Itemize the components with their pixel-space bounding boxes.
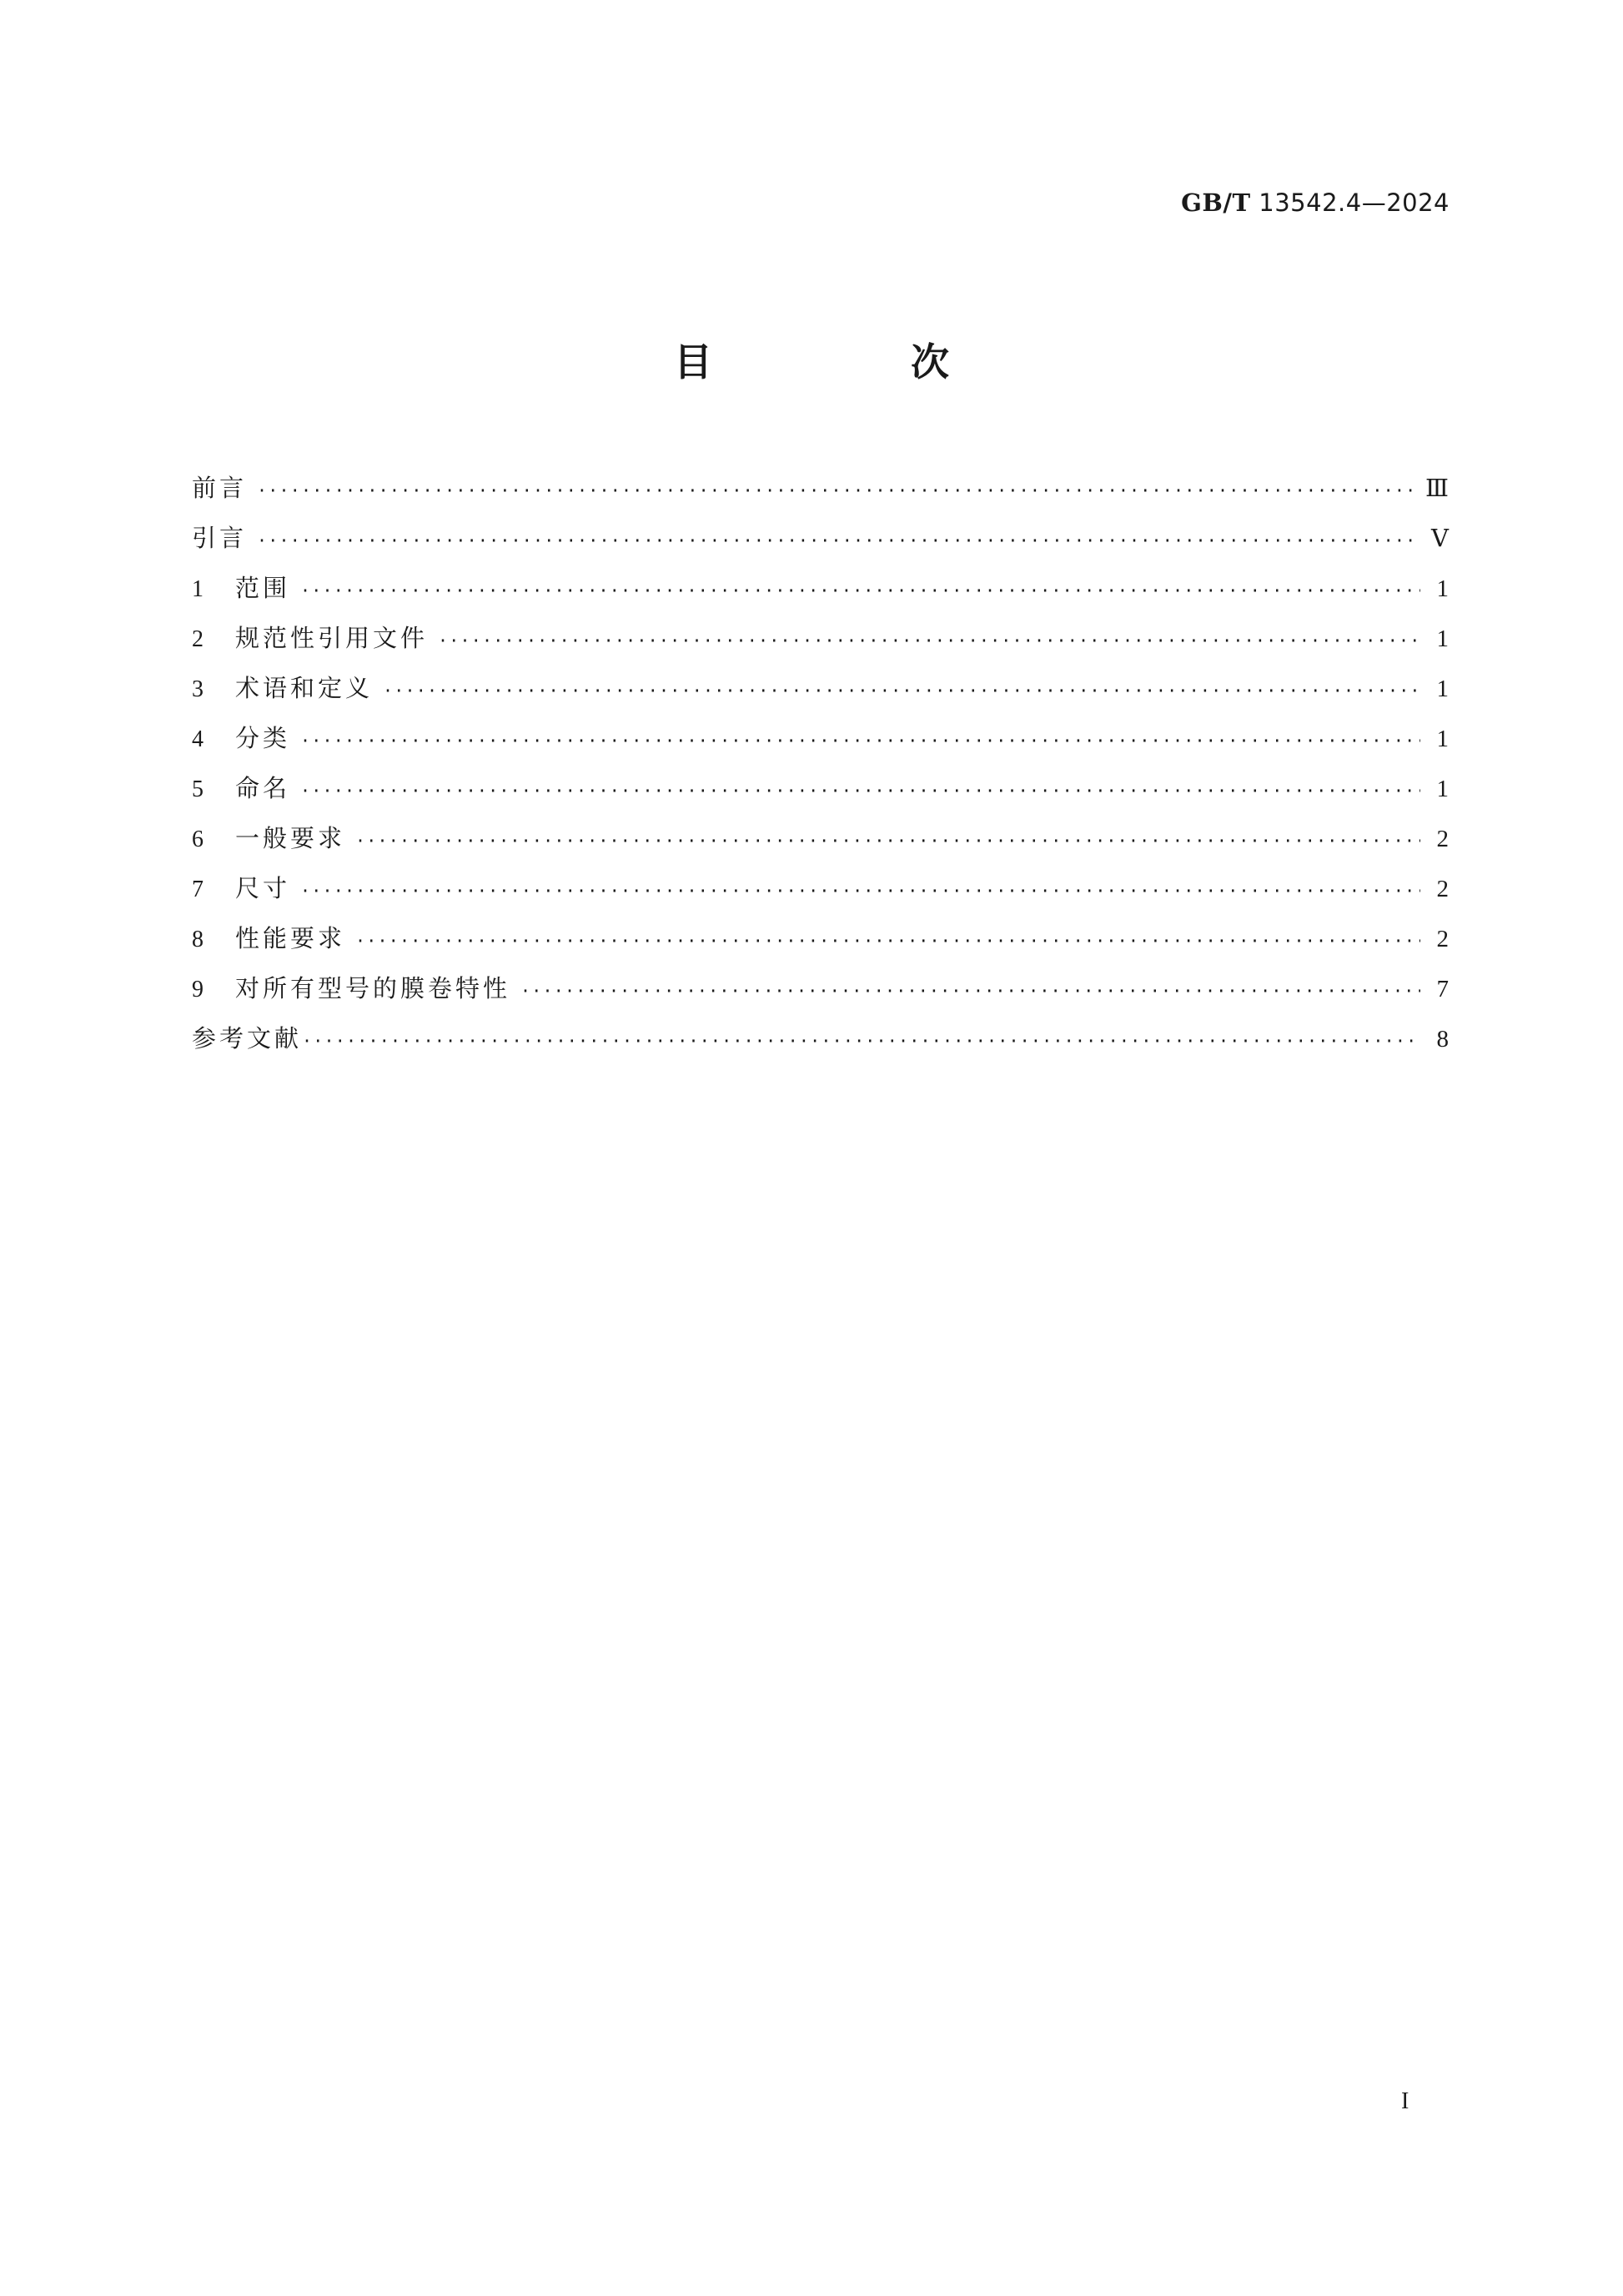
toc-entry-label: 参考文献 <box>192 1024 303 1053</box>
standard-number <box>1181 188 1450 217</box>
toc-leader-dots <box>355 816 1420 866</box>
toc-entry-6[interactable] <box>192 813 1449 863</box>
toc-leader-dots <box>355 916 1420 966</box>
toc-entry-number: 8 <box>192 927 204 952</box>
toc-entry-7[interactable] <box>192 863 1449 913</box>
toc-entry-5[interactable] <box>192 763 1449 813</box>
toc-entry-label: 范围 <box>235 574 291 602</box>
toc-leader-dots <box>300 565 1420 615</box>
toc-entry-1[interactable] <box>192 563 1449 613</box>
toc-entry-page: 1 <box>1436 676 1449 702</box>
toc-title: 目 次 <box>674 339 1029 384</box>
toc-entry-label: 命名 <box>235 774 291 802</box>
standard-prefix: GB/T <box>1181 188 1251 217</box>
toc-entry-4[interactable] <box>192 713 1449 763</box>
toc-entry-number: 3 <box>192 676 204 702</box>
toc-entry-page: 7 <box>1436 976 1449 1002</box>
toc-entry-8[interactable] <box>192 913 1449 963</box>
toc-entry-label: 引言 <box>192 524 248 552</box>
standard-code: 13542.4—2024 <box>1259 188 1450 217</box>
toc-entry-page: 2 <box>1436 826 1449 852</box>
toc-entry-label: 术语和定义 <box>235 674 374 702</box>
toc-entry-page: 1 <box>1436 776 1449 802</box>
toc-entry-page: Ⅲ <box>1425 475 1449 502</box>
toc-entry-label: 前言 <box>192 474 248 502</box>
toc-entry-page: 2 <box>1436 926 1449 952</box>
toc-entry-page: Ⅴ <box>1431 525 1449 552</box>
toc-entry-bibliography[interactable] <box>192 1013 1449 1063</box>
toc-entry-page: 8 <box>1436 1026 1449 1053</box>
toc-entry-3[interactable] <box>192 663 1449 713</box>
toc-entry-number: 4 <box>192 726 204 752</box>
toc-entry-2[interactable] <box>192 613 1449 663</box>
toc-entry-label: 对所有型号的膜卷特性 <box>235 974 511 1002</box>
toc-entry-page: 2 <box>1436 876 1449 902</box>
toc-entry-introduction[interactable] <box>192 513 1449 563</box>
toc-entry-number: 1 <box>192 576 204 602</box>
toc-leader-dots <box>257 465 1420 515</box>
toc-leader-dots <box>300 716 1420 766</box>
toc-entry-number: 9 <box>192 977 204 1002</box>
toc-entry-9[interactable] <box>192 963 1449 1013</box>
toc-entry-label: 尺寸 <box>235 874 291 902</box>
toc-entry-number: 2 <box>192 626 204 652</box>
toc-entry-page: 1 <box>1436 625 1449 652</box>
toc-leader-dots <box>257 515 1420 565</box>
toc-entry-label: 分类 <box>235 724 291 752</box>
page-folio: I <box>1401 2088 1409 2114</box>
toc-leader-dots <box>520 966 1420 1016</box>
toc-entry-label: 规范性引用文件 <box>235 624 429 652</box>
toc-leader-dots <box>438 615 1420 666</box>
toc-entry-number: 7 <box>192 877 204 902</box>
toc-leader-dots <box>300 866 1420 916</box>
toc-entry-label: 一般要求 <box>235 824 346 852</box>
toc-leader-dots <box>302 1016 1420 1066</box>
toc-entry-foreword[interactable] <box>192 463 1449 513</box>
toc-entry-number: 5 <box>192 776 204 802</box>
toc-leader-dots <box>383 666 1420 716</box>
toc-entry-page: 1 <box>1436 575 1449 602</box>
toc-leader-dots <box>300 766 1420 816</box>
table-of-contents <box>192 463 1449 1063</box>
toc-entry-label: 性能要求 <box>235 924 346 952</box>
toc-entry-number: 6 <box>192 826 204 852</box>
toc-entry-page: 1 <box>1436 726 1449 752</box>
